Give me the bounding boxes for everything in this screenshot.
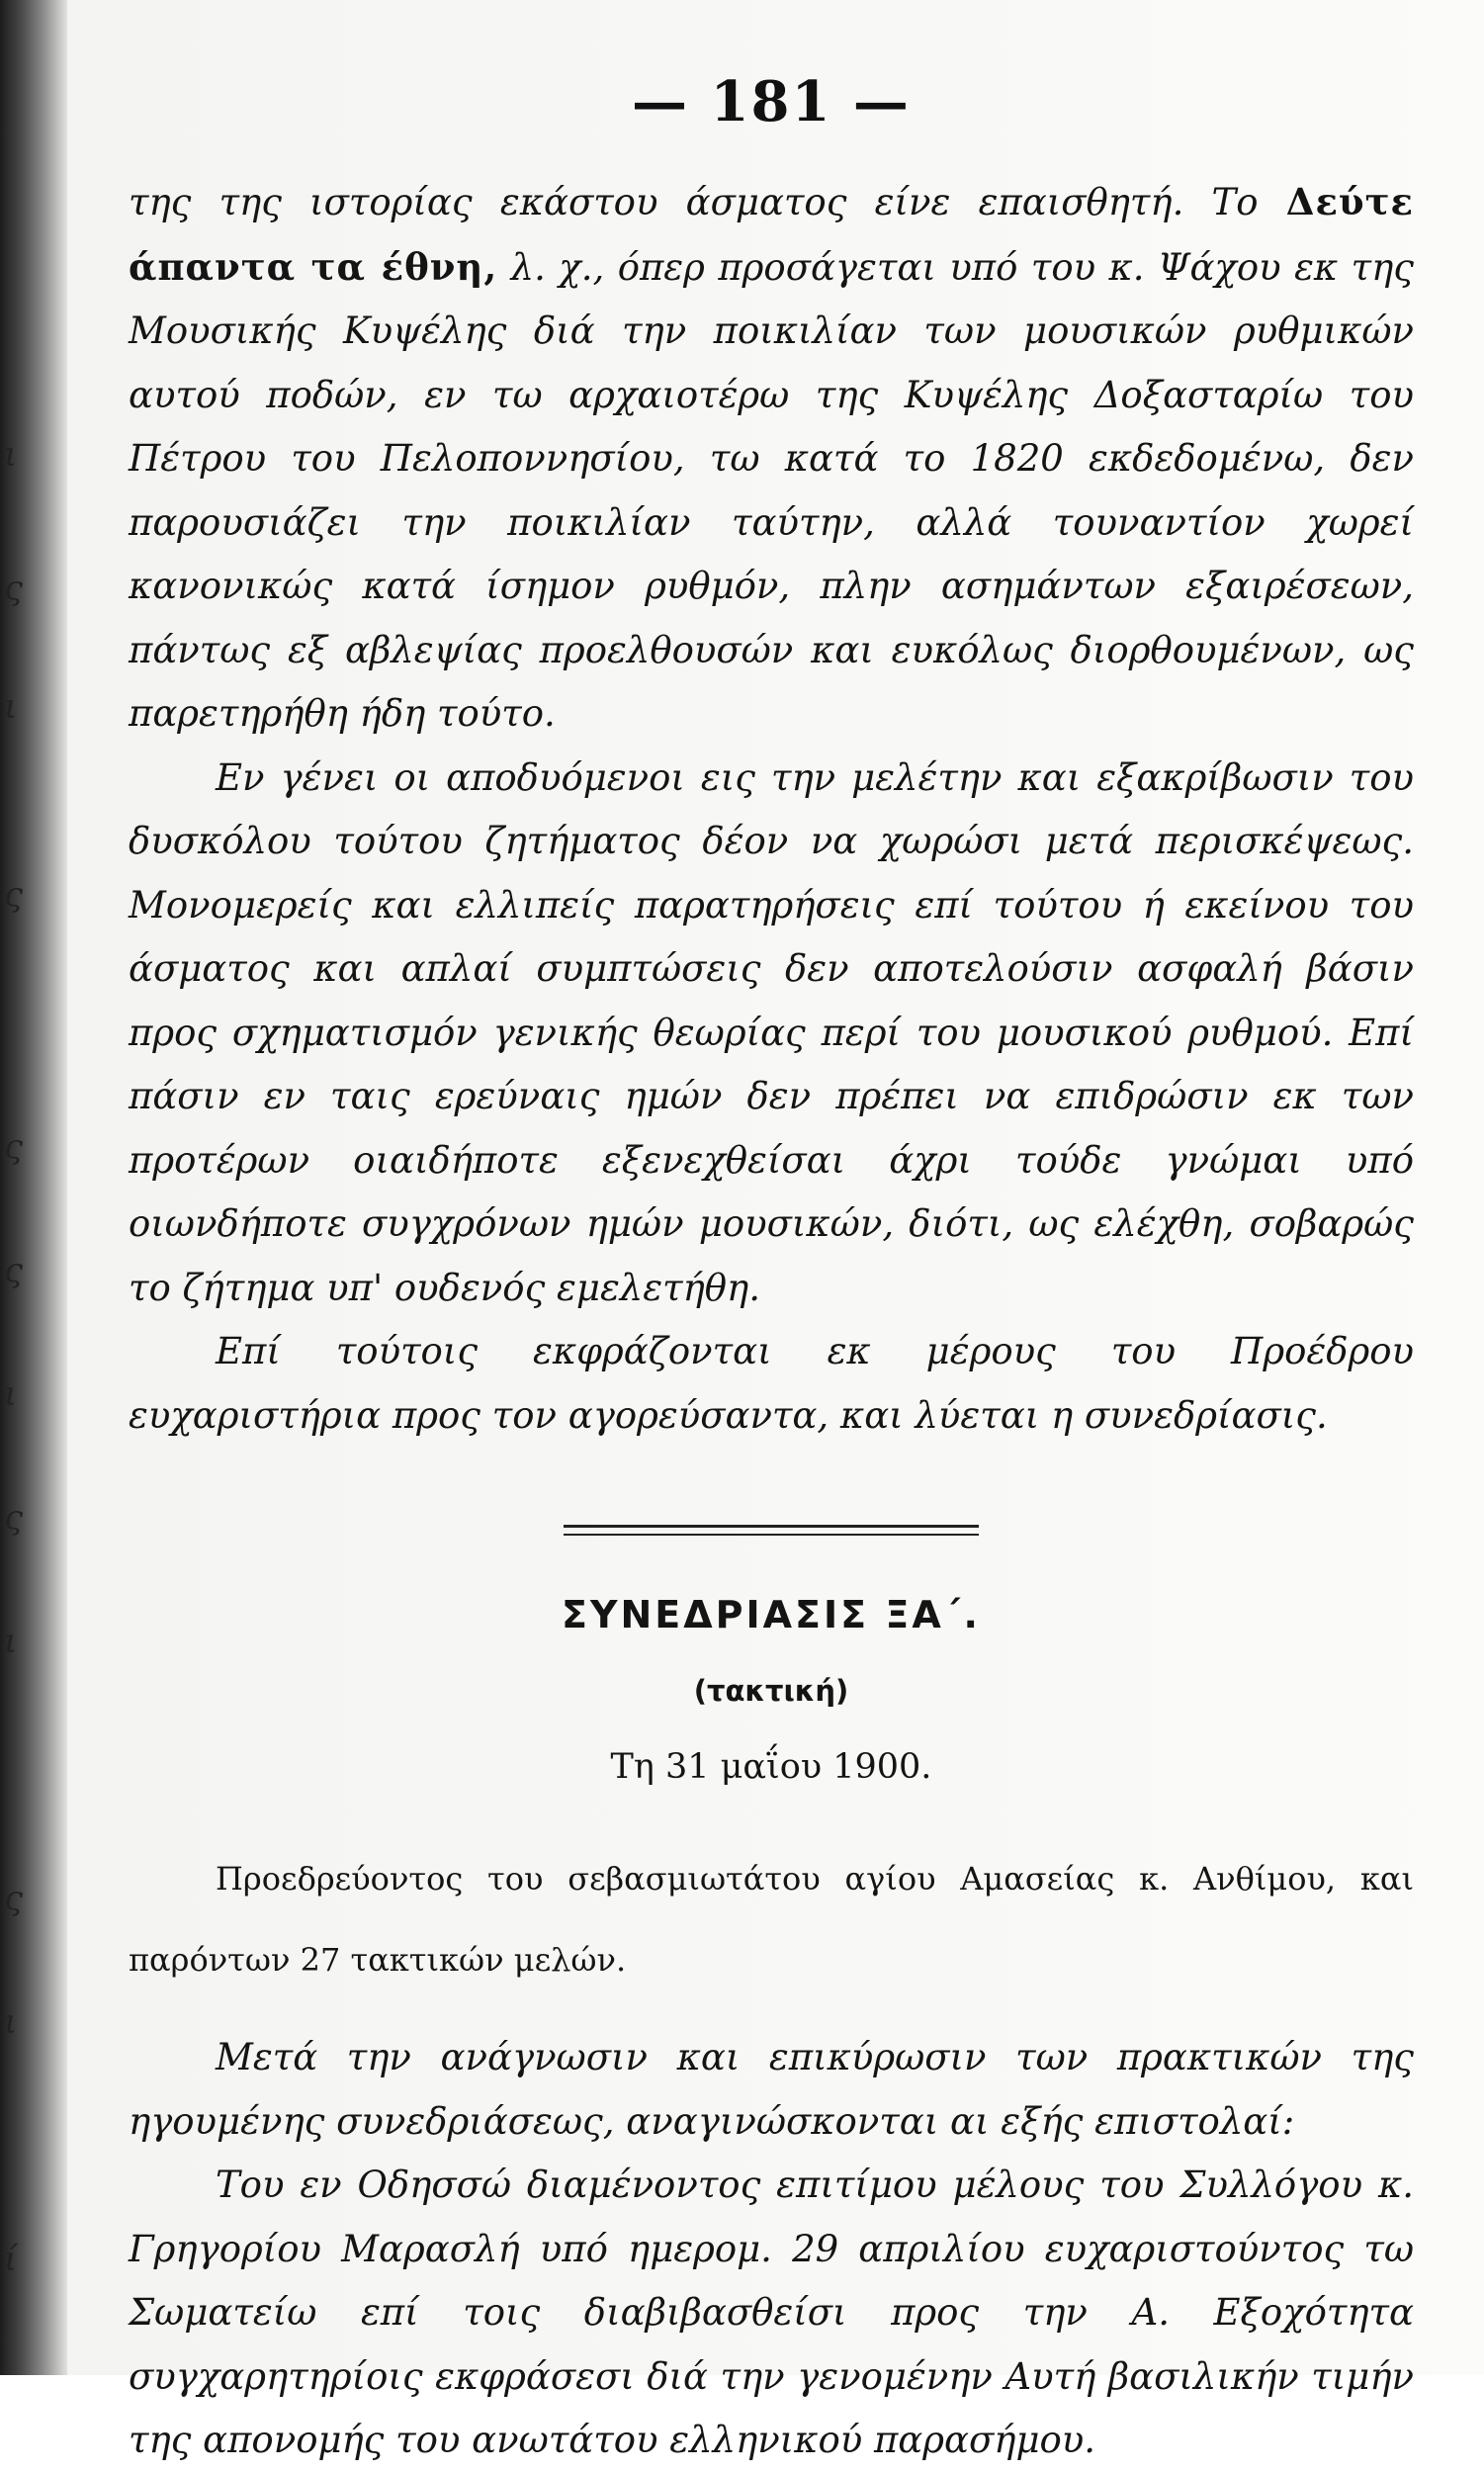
minutes-intro: Προεδρεύοντος του σεβασμιωτάτου αγίου Αμασείας κ. Ανθίμου, και παρόντων 27 τακτικών μελών. [129, 1860, 1414, 1979]
page-content [129, 59, 1414, 2473]
paragraph: Εν γένει οι αποδυόμενοι εις την μελέτην και εξακρίβωσιν του δυσκόλου τούτου ζητήματος δέον να χωρώσι μετά περισκέψεως. Μονομερείς και ελλιπείς παρατηρήσεις επί τούτου ή εκείνου του άσματος και απλαί συμπτώσεις δεν αποτελούσιν ασφαλή βάσιν προς σχηματισμόν γενικής θεωρίας περί του μουσικού ρυθμού. Επί πάσιν εν ταις ερεύναις ημών δεν πρέπει να επιδρώσιν εκ των προτέρων οιαιδήποτε εξενεχθείσαι άχρι τούδε γνώμαι υπό οιωνδήποτε συγχρόνων ημών μουσικών, διότι, ως ελέχθη, σοβαρώς το ζήτημα υπ' ουδενός εμελετήθη. [129, 755, 1414, 1309]
section-divider [564, 1525, 979, 1536]
paragraph-text: λ. χ., όπερ προσάγεται υπό του κ. Ψάχου εκ της Μουσικής Κυψέλης διά την ποικιλίαν των μουσικών ρυθμικών αυτού ποδών, εν τω αρχαιοτέρω της Κυψέλης Δοξασταρίω του Πέτρου του Πελοποννησίου, τω κατά το 1820 εκδεδομένω, δεν παρουσιάζει την ποικιλίαν ταύτην, αλλά τουναντίον χωρεί κανονικώς κατά ίσημον ρυθμόν, πλην ασημάντων εξαιρέσεων, πάντως εξ αβλεψίας προελθουσών και ευκόλως διορθουμένων, ως παρετηρήθη ήδη τούτο. [129, 245, 1414, 735]
page-number: — 181 — [632, 69, 911, 134]
margin-letter: ς [4, 875, 24, 915]
margin-letter: ι [4, 1374, 18, 1414]
paragraph: Επί τούτοις εκφράζονται εκ μέρους του Προέδρου ευχαριστήρια προς τον αγορεύσαντα, και λύεται η συνεδρίασις. [129, 1330, 1414, 1437]
margin-letter: ι [4, 435, 18, 475]
section-subtitle: (τακτική) [693, 1674, 849, 1708]
adjacent-page-edge [0, 0, 67, 2375]
margin-letter: ς [4, 569, 24, 608]
section-title: ΣΥΝΕΔΡΙΑΣΙΣ ΞΑ΄. [562, 1593, 981, 1636]
paragraph: Του εν Οδησσώ διαμένοντος επιτίμου μέλους του Συλλόγου κ. Γρηγορίου Μαρασλή υπό ημερομ. 29 απριλίου ευχαριστούντος τω Σωματείω επί τοις διαβιβασθείσι προς την Α. Εξοχότητα συγχαρητηρίοις εκφράσεσι διά την γενομένην Αυτή βασιλικήν τιμήν της απονομής του ανωτάτου ελληνικού παρασήμου. [129, 2164, 1414, 2461]
margin-letter: ι [4, 1622, 18, 1661]
hymn-title: Δεύτε άπαντα τα έθνη, [129, 180, 1414, 289]
paragraph: Μετά την ανάγνωσιν και επικύρωσιν των πρακτικών της ηγουμένης συνεδριάσεως, αναγινώσκονται αι εξής επιστολαί: [129, 2036, 1414, 2143]
margin-letter: ς [4, 1251, 24, 1290]
margin-letter: ι [4, 2002, 18, 2042]
margin-letter: ί [4, 2240, 18, 2279]
paragraph-continued [129, 170, 1414, 747]
paragraph-text: της της ιστορίας εκάστου άσματος είνε επαισθητή. Το [129, 181, 1286, 223]
margin-letter: ι [4, 687, 18, 727]
divider-rule [564, 1525, 979, 1528]
section-date: Τη 31 μαΐου 1900. [610, 1747, 932, 1787]
divider-rule [564, 1534, 979, 1536]
margin-letter: ς [4, 1498, 24, 1538]
margin-letter: ς [4, 1879, 24, 1918]
margin-letter: ς [4, 1127, 24, 1167]
